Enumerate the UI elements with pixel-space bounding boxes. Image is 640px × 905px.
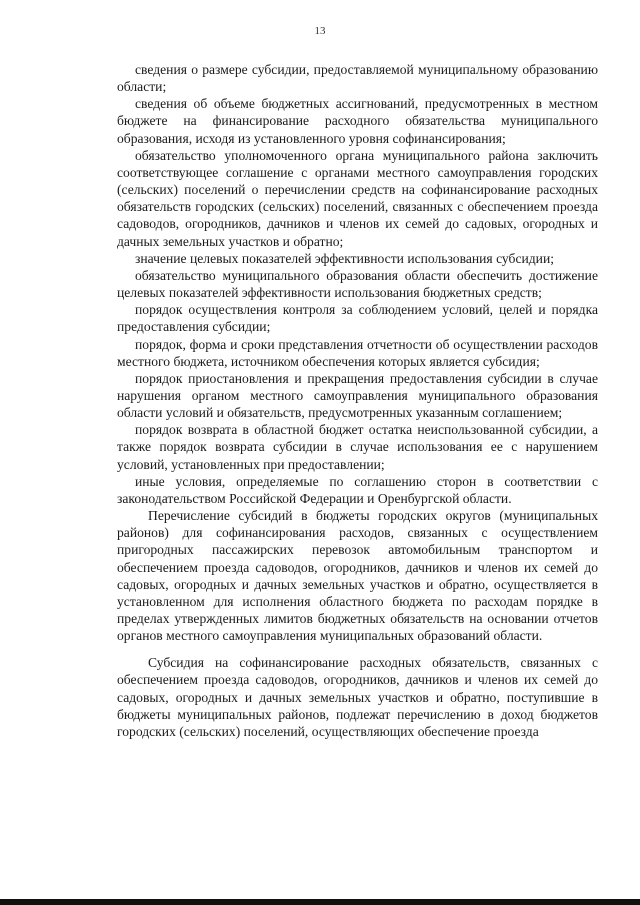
paragraph-target-indicators: значение целевых показателей эффективности использования субсидии; xyxy=(135,250,555,266)
paragraph-subsidy-size: сведения о размере субсидии, предоставляемой муниципальному образованию области; xyxy=(117,62,598,95)
page-number: 13 xyxy=(314,25,326,37)
document-body xyxy=(117,61,598,740)
paragraph-budget-allocations: сведения об объеме бюджетных ассигнований, предусмотренных в местном бюджете на финансирование расходного обязательства муниципального образования, исходя из установленного уровня софинансирования; xyxy=(117,96,598,146)
paragraph-subsidy-settlements: Субсидия на софинансирование расходных обязательств, связанных с обеспечением проезда садоводов, огородников, дачников и членов их семей до садовых, огородных и дачных земельных участков и обратно, поступившие в бюджеты муниципальных районов, подлежат перечислению в доход бюджетов городских (сельских) поселений, осуществляющих обеспечение проезда xyxy=(117,655,598,739)
paragraph-indicator-obligation: обязательство муниципального образования области обеспечить достижение целевых показателей эффективности использования бюджетных средств; xyxy=(117,267,598,301)
scan-edge-bar xyxy=(0,899,640,905)
paragraph-agreement-obligation: обязательство уполномоченного органа муниципального района заключить соответствующее соглашение с органами местного самоуправления городских (сельских) поселений о перечислении средств на софинансирование расходных обязательств городских (сельских) поселений, связанных с обеспечением проезда садоводов, огородников, дачников и членов их семей до садовых, огородных и дачных земельных участков и обратно; xyxy=(117,147,598,249)
paragraph-refund-procedure: порядок возврата в областной бюджет остатка неиспользованной субсидии, а также порядок возврата субсидии в случае использования ее с нарушением условий, установленных при предоставлении; xyxy=(117,422,598,472)
paragraph-suspension-procedure: порядок приостановления и прекращения предоставления субсидии в случае нарушения органом местного самоуправления муниципального образования области условий и обязательств, предусмотренных указанным соглашением; xyxy=(117,370,598,421)
paragraph-control-procedure: порядок осуществления контроля за соблюдением условий, целей и порядка предоставления субсидии; xyxy=(117,302,598,335)
paragraph-reporting-procedure: порядок, форма и сроки представления отчетности об осуществлении расходов местного бюджета, источником обеспечения которых является субсидия; xyxy=(117,336,598,369)
paragraph-other-conditions: иные условия, определяемые по соглашению сторон в соответствии с законодательством Российской Федерации и Оренбургской области. xyxy=(117,473,598,506)
paragraph-subsidy-transfer: Перечисление субсидий в бюджеты городских округов (муниципальных районов) для софинансирования расходов, связанных с осуществлением пригородных пассажирских перевозок автомобильным транспортом и обеспечением проезда садоводов, огородников, дачников и членов их семей до садовых, огородных и дачных земельных участков и обратно, осуществляется в установленном для исполнения областного бюджета по расходам порядке в пределах утвержденных лимитов бюджетных обязательств на основании отчетов органов местного самоуправления муниципальных образований области. xyxy=(117,508,598,644)
